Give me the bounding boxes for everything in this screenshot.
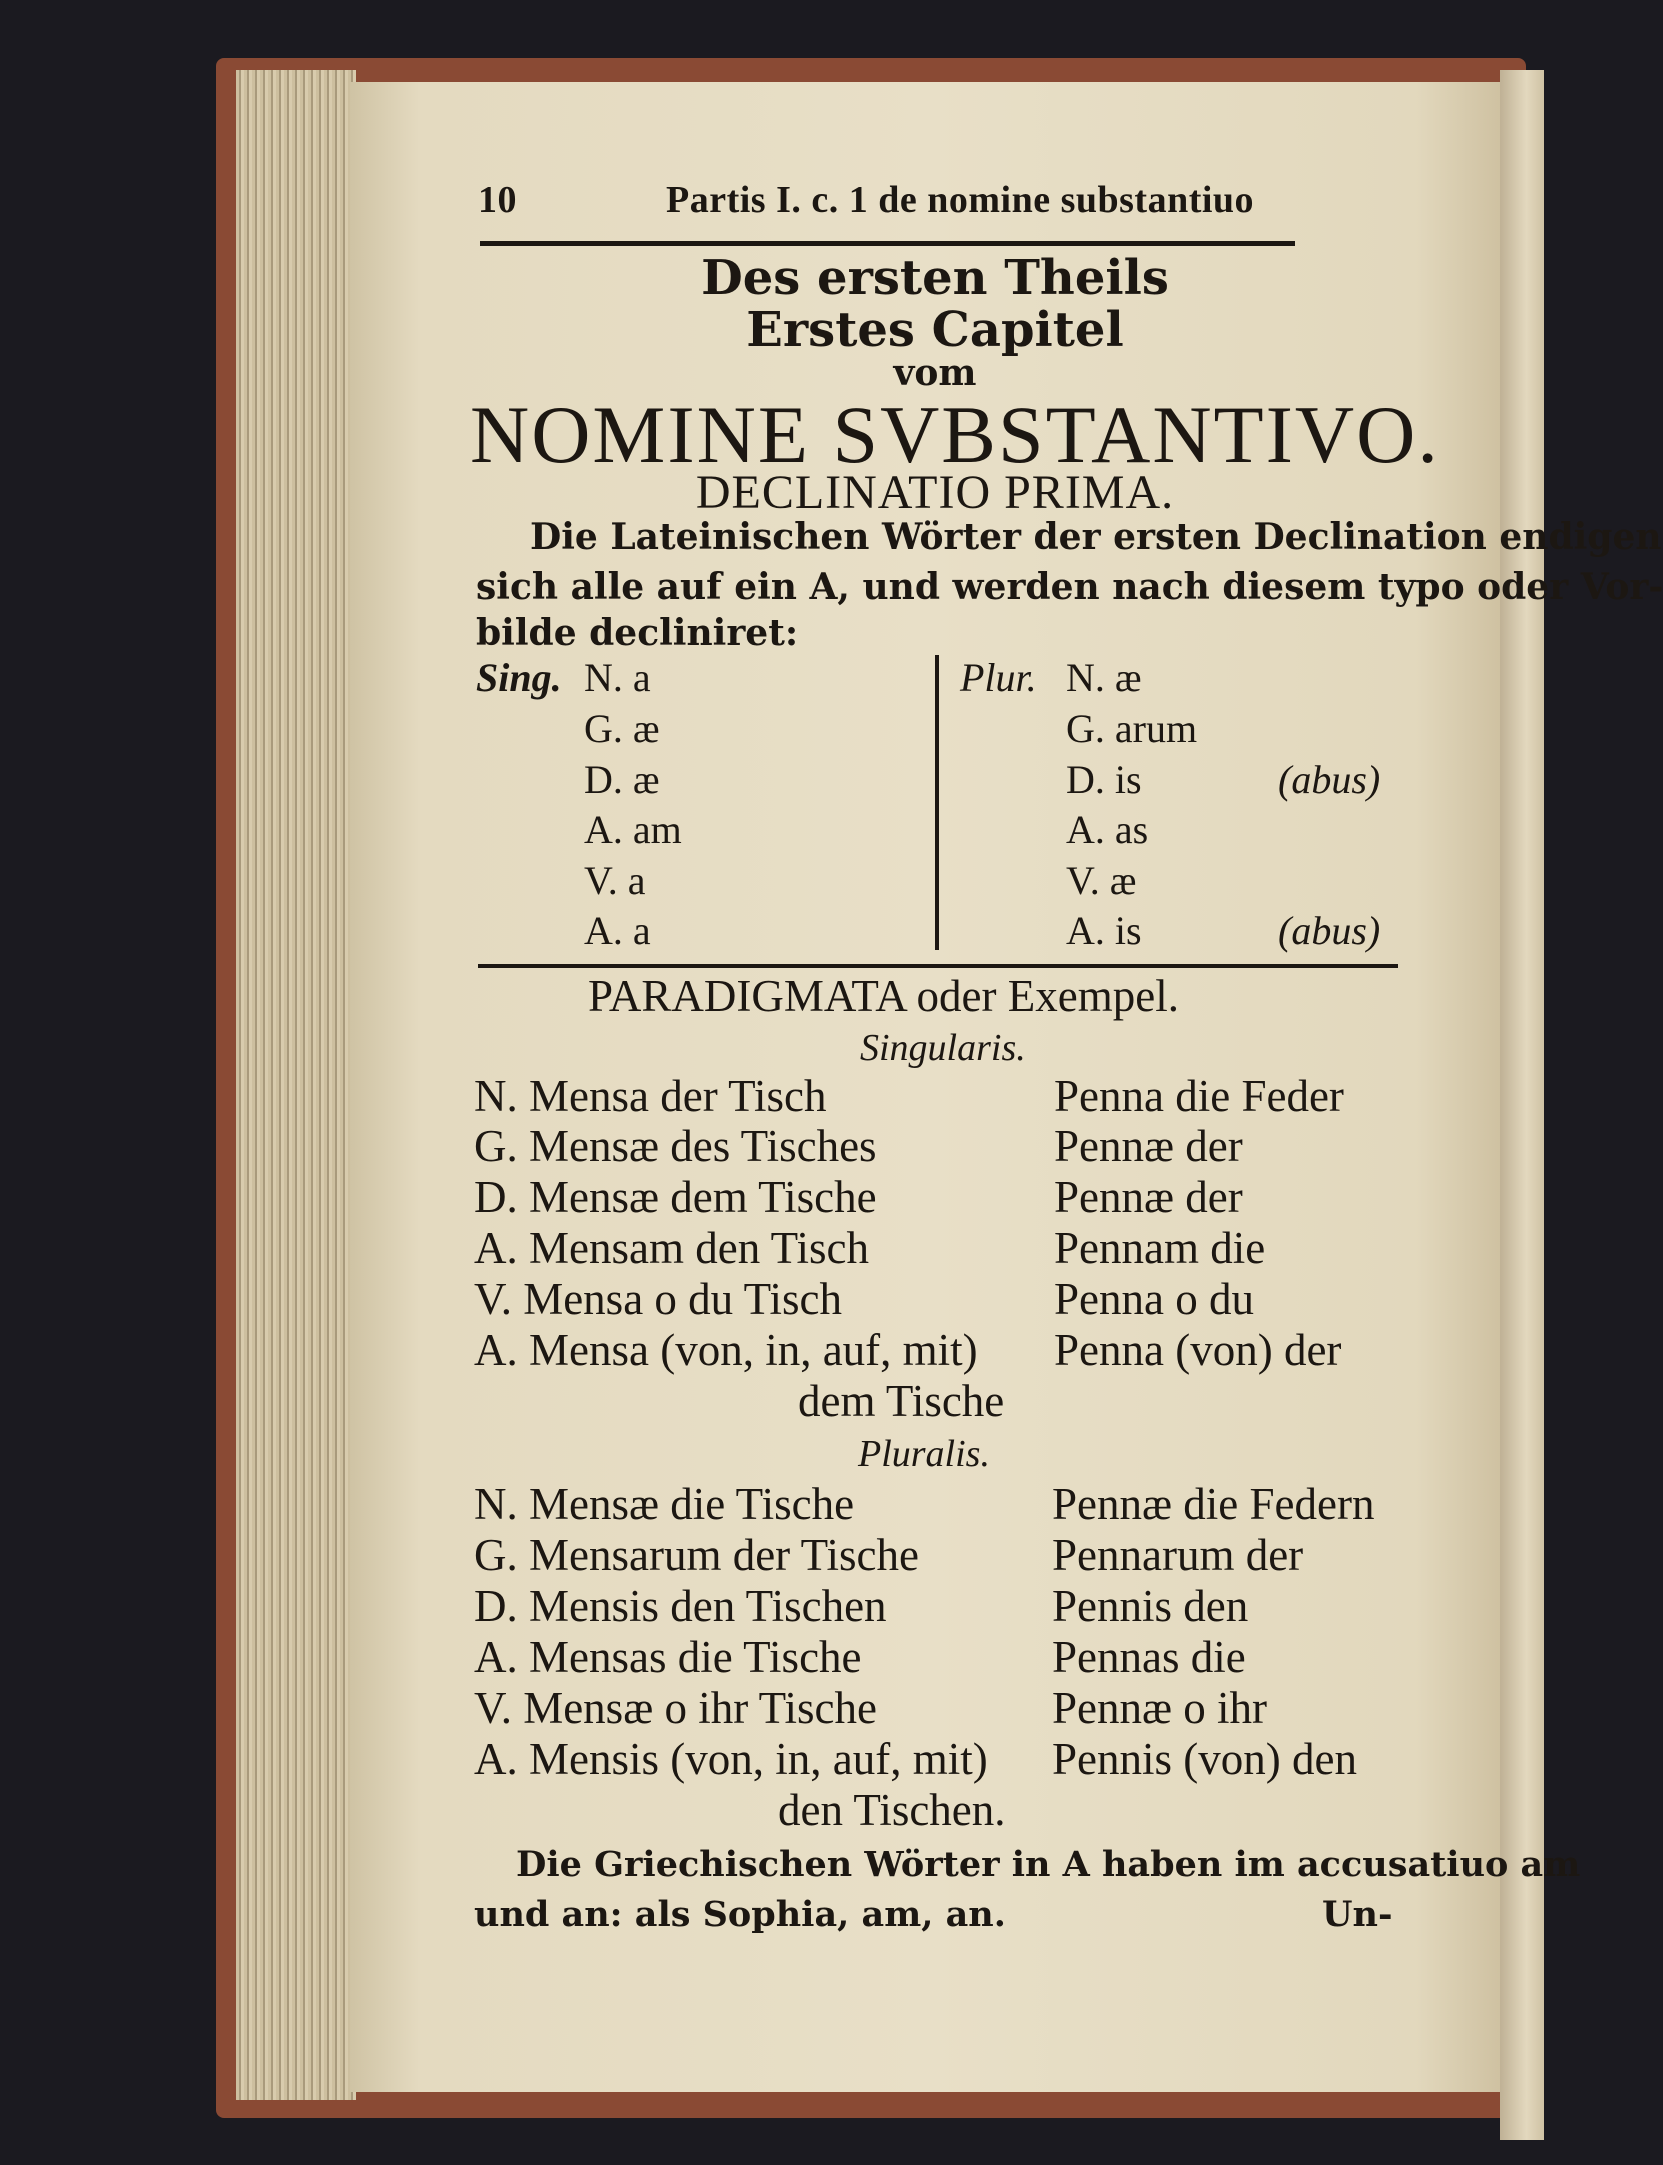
plur-dative: D. is (1066, 757, 1142, 802)
plur-vocative: V. æ (1066, 858, 1137, 903)
plur-row-left: G. Mensarum der Tische (474, 1530, 919, 1580)
plur-nominative: N. æ (1066, 655, 1142, 700)
pluralis-label: Pluralis. (858, 1433, 990, 1475)
sing-row-right: Penna die Feder (1054, 1071, 1344, 1121)
sing-genitive: G. æ (584, 706, 660, 751)
declension-divider (935, 655, 939, 950)
plur-row-right: Pennæ die Federn (1052, 1479, 1375, 1529)
catchword: Un- (1322, 1894, 1393, 1935)
plur-row-right: Pennis den (1052, 1581, 1249, 1631)
header-rule (480, 241, 1295, 246)
footer-line-1: Die Griechischen Wörter in A haben im accusatiuo am (516, 1844, 1581, 1885)
sing-row-left: A. Mensa (von, in, auf, mit) (474, 1325, 978, 1375)
sing-row-left: D. Mensæ dem Tische (474, 1172, 877, 1222)
alt-dative-ending: (abus) (1278, 757, 1381, 802)
intro-line-2: sich alle auf ein A, und werden nach diesem typo oder Vor- (476, 566, 1663, 608)
plur-row-left: V. Mensæ o ihr Tische (474, 1683, 878, 1733)
sing-dative: D. æ (584, 757, 660, 802)
plur-row-left: N. Mensæ die Tische (474, 1479, 855, 1529)
sing-row-left: V. Mensa o du Tisch (474, 1274, 842, 1324)
sing-nominative: N. a (584, 655, 651, 700)
title-nomine-substantivo: NOMINE SVBSTANTIVO. (470, 389, 1440, 480)
singular-label: Sing. (476, 655, 562, 700)
singularis-label: Singularis. (860, 1027, 1026, 1069)
alt-ablative-ending: (abus) (1278, 908, 1381, 953)
sing-row-left: N. Mensa der Tisch (474, 1071, 827, 1121)
plur-genitive: G. arum (1066, 706, 1198, 751)
plur-row-left: A. Mensas die Tische (474, 1632, 862, 1682)
plural-label: Plur. (960, 655, 1037, 700)
title-declinatio-prima: DECLINATIO PRIMA. (695, 466, 1175, 519)
plur-row-right: Pennæ o ihr (1052, 1683, 1268, 1733)
sing-ablative: A. a (584, 908, 651, 953)
sing-vocative: V. a (584, 858, 646, 903)
footer-line-2: und an: als Sophia, am, an. (474, 1894, 1006, 1935)
plur-ablative: A. is (1066, 908, 1142, 953)
running-title: Partis I. c. 1 de nomine substantiuo (666, 179, 1255, 221)
plur-row-right: Pennas die (1052, 1632, 1246, 1682)
plur-row-left: A. Mensis (von, in, auf, mit) (474, 1734, 988, 1784)
intro-line-1: Die Lateinischen Wörter der ersten Declination endigen (530, 516, 1662, 558)
sing-row-right: Pennam die (1054, 1223, 1266, 1273)
plur-row-right: Pennis (von) den (1052, 1734, 1357, 1784)
plur-continuation: den Tischen. (778, 1785, 1006, 1835)
title-part: Des ersten Theils (701, 250, 1169, 306)
plur-row-right: Pennarum der (1052, 1530, 1304, 1580)
sing-continuation: dem Tische (798, 1376, 1005, 1426)
sing-row-left: G. Mensæ des Tisches (474, 1121, 877, 1171)
page-number: 10 (478, 179, 517, 221)
title-vom: vom (893, 352, 977, 394)
intro-line-3: bilde decliniret: (476, 612, 799, 654)
sing-accusative: A. am (584, 807, 682, 852)
sing-row-right: Penna o du (1054, 1274, 1254, 1324)
sing-row-left: A. Mensam den Tisch (474, 1223, 870, 1273)
table-rule (478, 964, 1398, 968)
title-chapter: Erstes Capitel (746, 302, 1124, 358)
paradigm-heading: PARADIGMATA oder Exempel. (588, 971, 1179, 1021)
plur-row-left: D. Mensis den Tischen (474, 1581, 887, 1631)
sing-row-right: Pennæ der (1054, 1172, 1243, 1222)
plur-accusative: A. as (1066, 807, 1149, 852)
sing-row-right: Penna (von) der (1054, 1325, 1342, 1375)
page-stack-edge (236, 70, 356, 2100)
sing-row-right: Pennæ der (1054, 1121, 1243, 1171)
book-gutter (1500, 70, 1544, 2140)
